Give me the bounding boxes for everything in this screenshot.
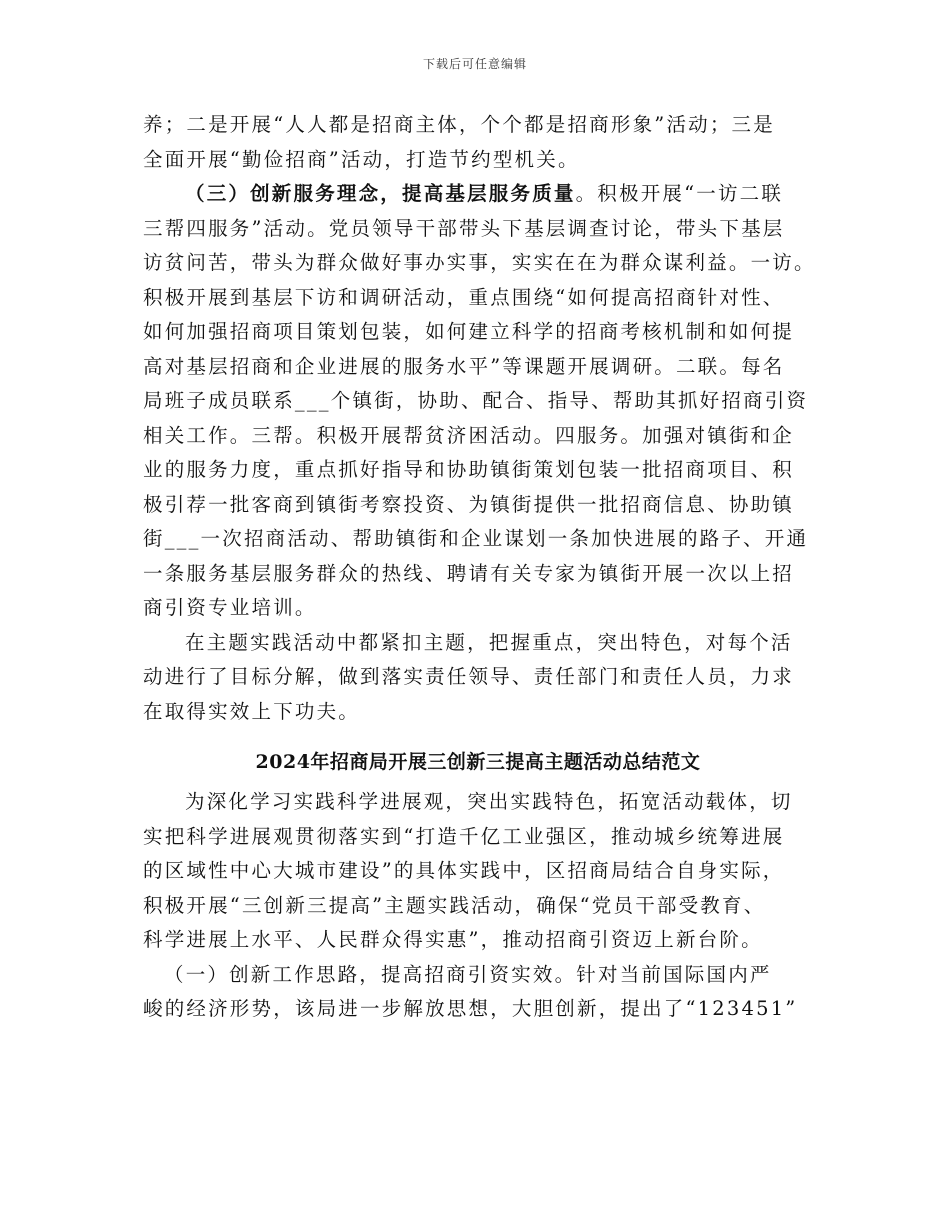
text-line: 峻的经济形势，该局进一步解放思想，大胆创新，提出了“123451” [143,997,798,1020]
text-line: 业的服务力度，重点抓好指导和协助镇街策划包装一批招商项目、积 [143,458,795,481]
text-line: 在主题实践活动中都紧扣主题，把握重点，突出特色，对每个活 [185,630,793,654]
document-body [143,108,816,1027]
text-line: 全面开展“勤俭招商”活动，打造节约型机关。 [143,147,580,171]
text-line: 动进行了目标分解，做到落实责任领导、责任部门和责任人员，力求 [143,665,795,688]
text-line [143,177,813,212]
text-line: 的区域性中心大城市建设”的具体实践中，区招商局结合自身实际， [143,859,785,882]
text-line: 访贫问苦，带头为群众做好事办实事，实实在在为群众谋利益。一访。 [143,251,816,274]
text-line: 局班子成员联系___个镇街，协助、配合、指导、帮助其抓好招商引资 [143,389,809,412]
document-title: 2024年招商局开展三创新三提高主题活动总结范文 [255,751,701,773]
text-line: 相关工作。三帮。积极开展帮贫济困活动。四服务。加强对镇街和企 [143,423,795,447]
text-line: 商引资专业培训。 [143,596,317,619]
text-line: 实把科学进展观贯彻落实到“打造千亿工业强区，推动城乡统筹进展 [143,824,785,848]
text-line: 为深化学习实践科学进展观，突出实践特色，拓宽活动载体，切 [185,790,793,813]
text-line: 一条服务基层服务群众的热线、聘请有关专家为镇街开展一次以上招 [143,561,795,585]
section-heading-3: （三）创新服务理念，提高基层服务质量 [185,182,576,205]
text-line: 养；二是开展“人人都是招商主体，个个都是招商形象”活动；三是 [143,113,775,136]
header-note: 下载后可任意编辑 [422,57,527,71]
paragraph-3 [143,626,813,730]
text-line: 科学进展上水平、人民群众得实惠”，推动招商引资迈上新台阶。 [143,928,763,951]
text-line: 三帮四服务”活动。党员领导干部带头下基层调查讨论，带头下基层 [143,216,785,240]
text-line: （一）创新工作思路，提高招商引资实效。针对当前国际国内严 [164,962,772,986]
text-line: 街___一次招商活动、帮助镇街和企业谋划一条加快进展的路子、开通 [143,527,809,550]
text-line: 积极开展到基层下访和调研活动，重点围绕“如何提高招商针对性、 [143,285,785,309]
paragraph-5 [143,958,813,1027]
text-line: 如何加强招商项目策划包装，如何建立科学的招商考核机制和如何提 [143,320,795,343]
text-line: 积极开展“三创新三提高”主题实践活动，确保“党员干部受教育、 [143,893,766,917]
paragraph-4 [143,785,813,958]
text-line: 极引荐一批客商到镇街考察投资、为镇街提供一批招商信息、协助镇 [143,492,795,516]
text-line: 高对基层招商和企业进展的服务水平”等课题开展调研。二联。每名 [143,354,785,378]
text-line: 在取得实效上下功夫。 [143,699,361,723]
paragraph-2 [143,177,816,626]
paragraph-1 [143,108,813,177]
text-span: 。积极开展“一访二联 [575,182,784,205]
